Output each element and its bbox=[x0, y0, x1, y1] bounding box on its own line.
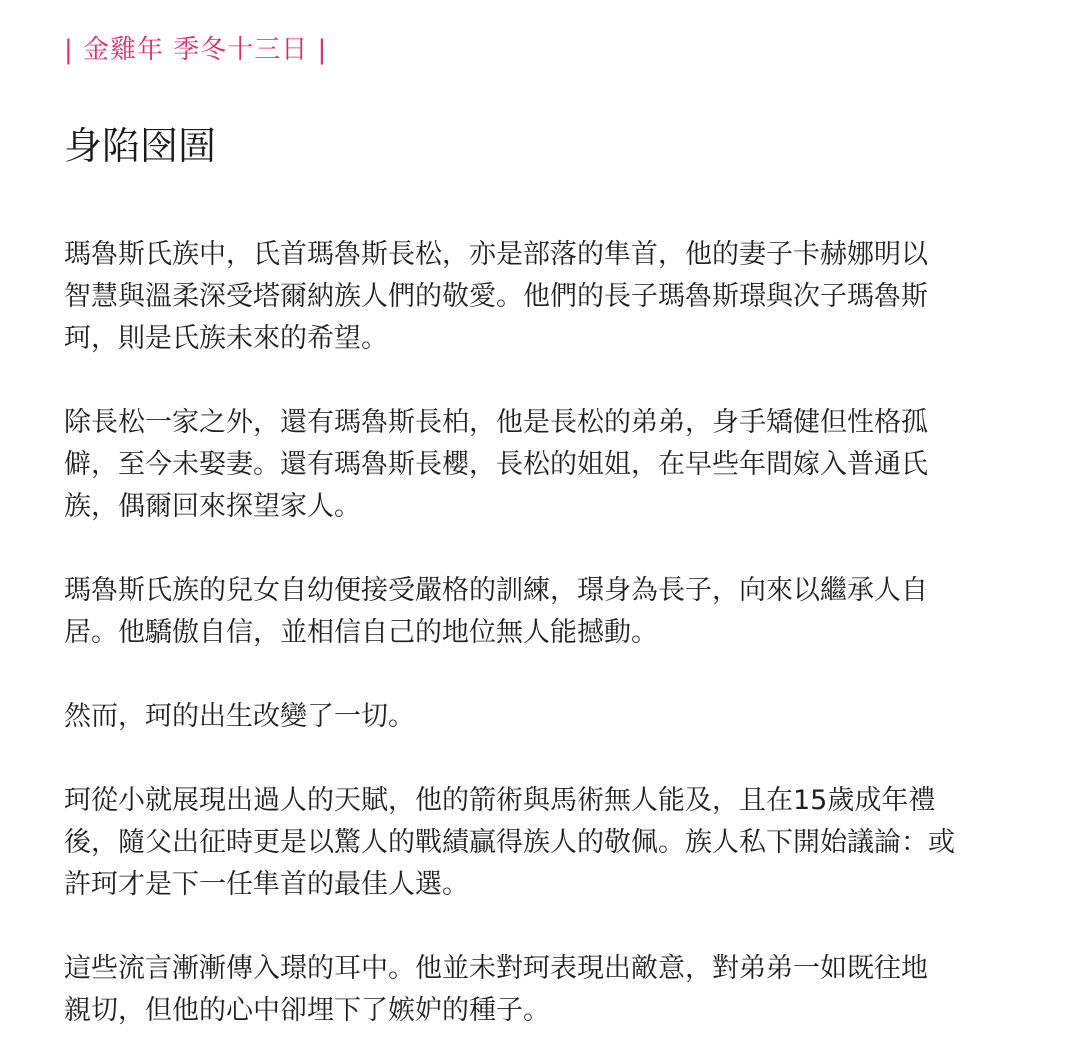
paragraph-line: 然而，珂的出生改變了一切。 bbox=[64, 701, 415, 732]
paragraph-6 bbox=[64, 948, 1020, 1032]
paragraph-line: 僻，至今未娶妻。還有瑪魯斯長櫻，長松的姐姐，在早些年間嫁入普通氏 bbox=[64, 449, 928, 480]
paragraph-3 bbox=[64, 570, 1020, 654]
paragraph-line: 後，隨父出征時更是以驚人的戰績贏得族人的敬佩。族人私下開始議論：或 bbox=[64, 827, 955, 858]
paragraph-2 bbox=[64, 402, 1020, 528]
paragraph-line: 珂從小就展現出過人的天賦，他的箭術與馬術無人能及，且在15歲成年禮 bbox=[64, 785, 936, 816]
paragraph-line: 除長松一家之外，還有瑪魯斯長柏，他是長松的弟弟，身手矯健但性格孤 bbox=[64, 407, 928, 438]
paragraph-line: 族，偶爾回來探望家人。 bbox=[64, 491, 361, 522]
paragraph-line: 智慧與溫柔深受塔爾納族人們的敬愛。他們的長子瑪魯斯璟與次子瑪魯斯 bbox=[64, 281, 928, 312]
paragraph-line: 瑪魯斯氏族的兒女自幼便接受嚴格的訓練，璟身為長子，向來以繼承人自 bbox=[64, 575, 928, 606]
paragraph-line: 許珂才是下一任隼首的最佳人選。 bbox=[64, 869, 469, 900]
paragraph-line: 瑪魯斯氏族中，氏首瑪魯斯長松，亦是部落的隼首，他的妻子卡赫娜明以 bbox=[64, 239, 928, 270]
paragraph-5 bbox=[64, 780, 1020, 906]
article-body bbox=[64, 234, 1020, 1032]
paragraph-line: 居。他驕傲自信，並相信自己的地位無人能撼動。 bbox=[64, 617, 658, 648]
dateline: | 金雞年 季冬十三日 | bbox=[64, 35, 328, 65]
paragraph-4 bbox=[64, 696, 1020, 738]
article-title: 身陷囹圄 bbox=[64, 124, 217, 168]
paragraph-line: 珂，則是氏族未來的希望。 bbox=[64, 323, 388, 354]
paragraph-line: 親切，但他的心中卻埋下了嫉妒的種子。 bbox=[64, 995, 550, 1026]
paragraph-1 bbox=[64, 234, 1020, 360]
paragraph-line: 這些流言漸漸傳入璟的耳中。他並未對珂表現出敵意，對弟弟一如既往地 bbox=[64, 953, 928, 984]
